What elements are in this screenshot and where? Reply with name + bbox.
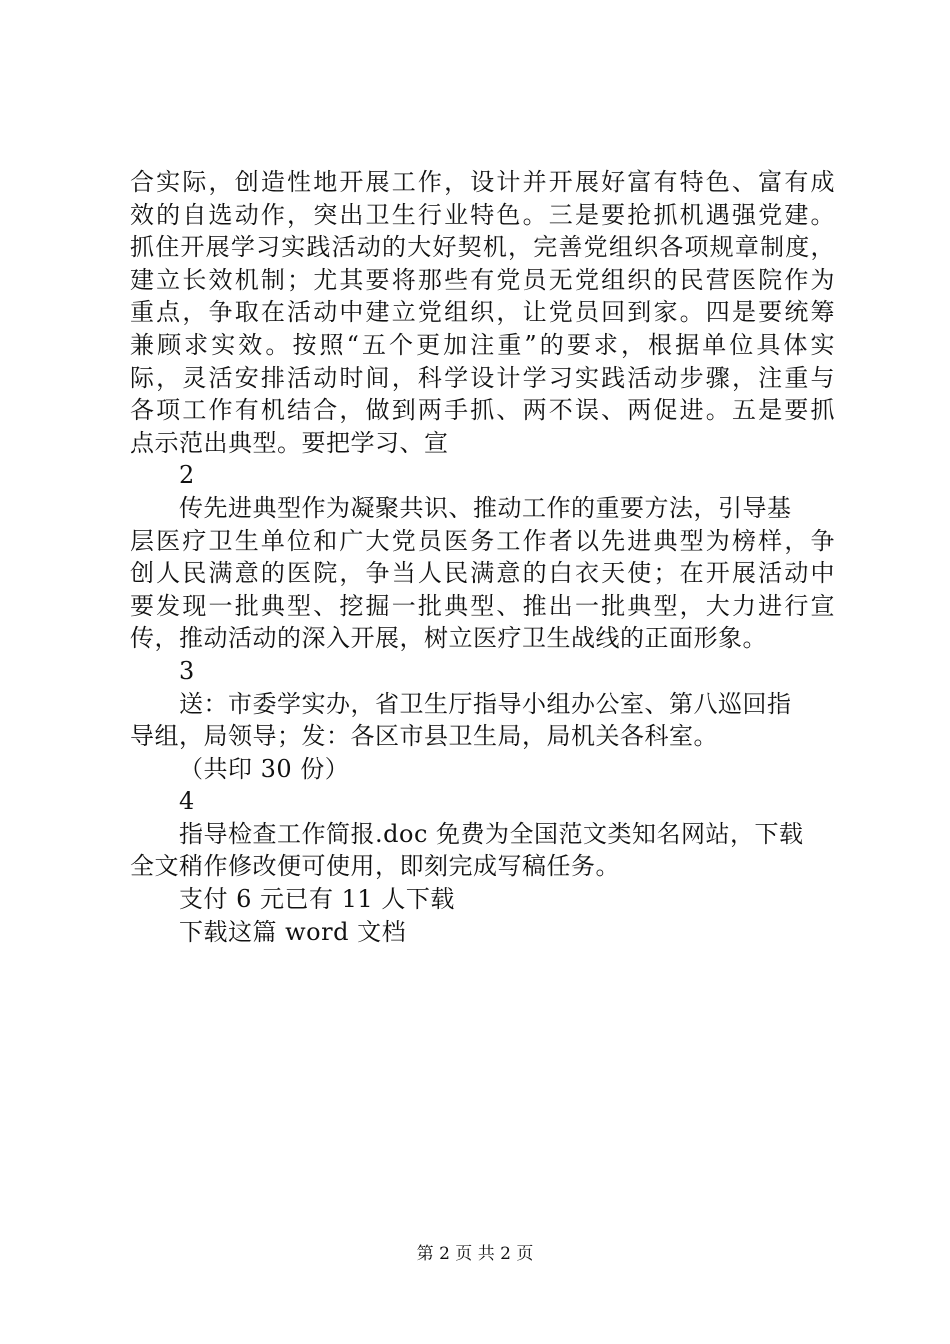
text-line: 建立长效机制；尤其要将那些有党员无党组织的民营医院作为	[130, 265, 835, 294]
text-line: 送：市委学实办，省卫生厅指导小组办公室、第八巡回指	[179, 689, 792, 718]
text-line: 传先进典型作为凝聚共识、推动工作的重要方法，引导基	[179, 493, 792, 522]
text-line: 效的自选动作，突出卫生行业特色。三是要抢抓机遇强党建。	[130, 200, 835, 229]
paragraph-propaganda	[130, 492, 835, 655]
download-promo	[130, 818, 835, 883]
text-line: 指导检查工作简报.doc 免费为全国范文类知名网站，下载	[179, 819, 804, 848]
text-line: 点示范出典型。要把学习、宣	[130, 428, 449, 457]
print-count-note: （共印 30 份）	[179, 754, 350, 783]
text-line: 传，推动活动的深入开展，树立医疗卫生战线的正面形象。	[130, 624, 767, 653]
text-line: 创人民满意的医院，争当人民满意的白衣天使；在开展活动中	[130, 559, 835, 588]
page-footer	[0, 1244, 950, 1264]
document-body	[130, 166, 835, 948]
page-marker: 3	[179, 656, 195, 685]
text-line: 导组，局领导；发：各区市县卫生局，局机关各科室。	[130, 722, 718, 751]
text-line: 合实际，创造性地开展工作，设计并开展好富有特色、富有成	[130, 168, 835, 196]
paragraph-continuation	[130, 166, 835, 459]
page-indicator: 第 2 页 共 2 页	[416, 1244, 534, 1264]
page-marker: 4	[179, 787, 195, 816]
text-line: 兼顾求实效。按照“五个更加注重”的要求，根据单位具体实	[130, 330, 835, 359]
text-line: 全文稍作修改便可使用，即刻完成写稿任务。	[130, 852, 620, 881]
distribution-list	[130, 688, 835, 753]
text-line: 抓住开展学习实践活动的大好契机，完善党组织各项规章制度，	[130, 233, 835, 262]
payment-info: 支付 6 元已有 11 人下载	[179, 885, 455, 914]
text-line: 重点，争取在活动中建立党组织，让党员回到家。四是要统筹	[130, 298, 835, 327]
text-line: 要发现一批典型、挖掘一批典型、推出一批典型，大力进行宣	[130, 591, 835, 620]
page-marker: 2	[179, 461, 195, 490]
download-link[interactable]: 下载这篇 word 文档	[179, 917, 407, 946]
text-line: 各项工作有机结合，做到两手抓、两不误、两促进。五是要抓	[130, 396, 835, 425]
text-line: 层医疗卫生单位和广大党员医务工作者以先进典型为榜样，争	[130, 526, 835, 555]
text-line: 际，灵活安排活动时间，科学设计学习实践活动步骤，注重与	[130, 363, 835, 392]
